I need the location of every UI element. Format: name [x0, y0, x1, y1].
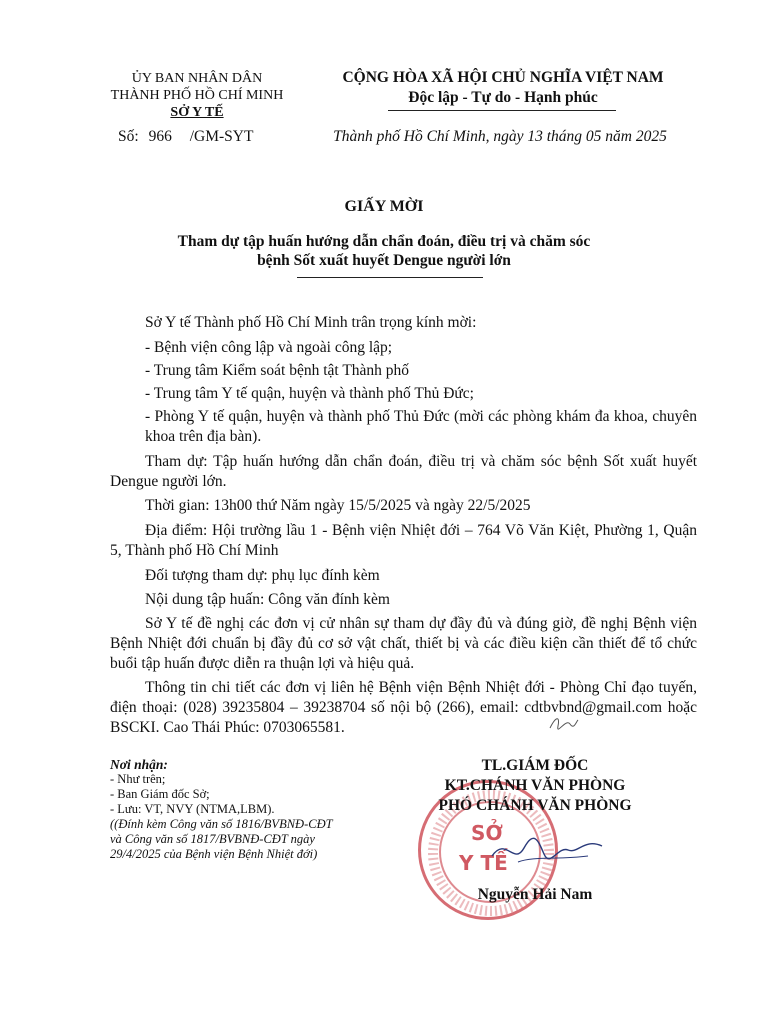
issuer-line2: THÀNH PHỐ HỒ CHÍ MINH — [110, 88, 284, 103]
issuer-line3: SỞ Y TẾ — [170, 105, 224, 120]
greeting: Sở Y tế Thành phố Hồ Chí Minh trân trọng kính mời: — [145, 314, 477, 331]
signature-line2: KT.CHÁNH VĂN PHÒNG — [444, 777, 626, 794]
time-line: Thời gian: 13h00 thứ Năm ngày 15/5/2025 và ngày 22/5/2025 — [145, 497, 531, 514]
title-underline — [297, 277, 483, 278]
initials-mark — [548, 712, 580, 734]
signature-block — [400, 756, 670, 816]
place-paragraph: Địa điểm: Hội trường lầu 1 - Bệnh viện Nhiệt đới – 764 Võ Văn Kiệt, Phường 1, Quận 5, Thành phố Hồ Chí Minh — [110, 522, 697, 559]
handwritten-signature — [488, 826, 608, 876]
request-paragraph: Sở Y tế đề nghị các đơn vị cử nhân sự tham dự đầy đủ và đúng giờ, đề nghị Bệnh viện Bệnh Nhiệt đới chuẩn bị đầy đủ cơ sở vật chất, thiết bị và các điều kiện cần thiết để tổ chức buổi tập huấn được diễn ra thuận lợi và hiệu quả. — [110, 615, 697, 672]
invitee-1: - Bệnh viện công lập và ngoài công lập; — [145, 339, 393, 356]
recipient-2: - Ban Giám đốc Sở; — [110, 787, 210, 801]
invitee-2: - Trung tâm Kiểm soát bệnh tật Thành phố — [145, 362, 410, 379]
signature-line1: TL.GIÁM ĐỐC — [481, 757, 589, 774]
national-motto: Độc lập - Tự do - Hạnh phúc — [408, 89, 598, 106]
number-label: Số: — [118, 128, 139, 145]
number-suffix: /GM-SYT — [189, 128, 254, 145]
recipient-3: - Lưu: VT, NVY (NTMA,LBM). — [110, 802, 275, 816]
seal-text-1: SỞ — [471, 821, 503, 845]
recipients-heading: Nơi nhận: — [110, 757, 168, 772]
number-value: 966 — [148, 128, 172, 145]
issuer-line1: ỦY BAN NHÂN DÂN — [131, 71, 263, 86]
contact-paragraph: Thông tin chi tiết các đơn vị liên hệ Bệnh viện Bệnh Nhiệt đới - Phòng Chỉ đạo tuyến, điện thoại: (028) 39235804 – 39238704 số nội bộ (266), email: cdtbvbnd@gmail.com hoặc BSCKI. Cao Thái Phúc: 0703065581. — [110, 679, 697, 736]
target-line: Đối tượng tham dự: phụ lục đính kèm — [145, 567, 380, 584]
signature-line3: PHÓ CHÁNH VĂN PHÒNG — [438, 797, 632, 814]
document-title: GIẤY MỜI — [344, 198, 424, 215]
national-title: CỘNG HÒA XÃ HỘI CHỦ NGHĨA VIỆT NAM — [342, 69, 664, 86]
signer-name: Nguyễn Hải Nam — [477, 886, 593, 903]
issue-date: Thành phố Hồ Chí Minh, ngày 13 tháng 05 năm 2025 — [333, 128, 667, 145]
motto-underline — [388, 110, 616, 111]
issuer-block — [92, 70, 302, 121]
document-number — [118, 127, 318, 147]
invitee-3: - Trung tâm Y tế quận, huyện và thành phố Thủ Đức; — [145, 385, 474, 402]
attend-paragraph: Tham dự: Tập huấn hướng dẫn chẩn đoán, điều trị và chăm sóc bệnh Sốt xuất huyết Dengue người lớn. — [110, 453, 697, 490]
seal-text-2: Y TẾ — [459, 851, 508, 875]
content-line: Nội dung tập huấn: Công văn đính kèm — [145, 591, 390, 608]
recipient-1: - Như trên; — [110, 772, 166, 786]
recipients-note: ((Đính kèm Công văn số 1816/BVBNĐ-CĐT và Công văn số 1817/BVBNĐ-CĐT ngày 29/4/2025 của Bệnh viện Bệnh Nhiệt đới) — [110, 817, 333, 861]
subtitle-line2: bệnh Sốt xuất huyết Dengue người lớn — [257, 252, 511, 269]
subtitle-line1: Tham dự tập huấn hướng dẫn chẩn đoán, điều trị và chăm sóc — [177, 233, 591, 250]
invitee-4: - Phòng Y tế quận, huyện và thành phố Thủ Đức (mời các phòng khám đa khoa, chuyên khoa trên địa bàn). — [145, 408, 697, 445]
recipients-block — [110, 757, 350, 862]
